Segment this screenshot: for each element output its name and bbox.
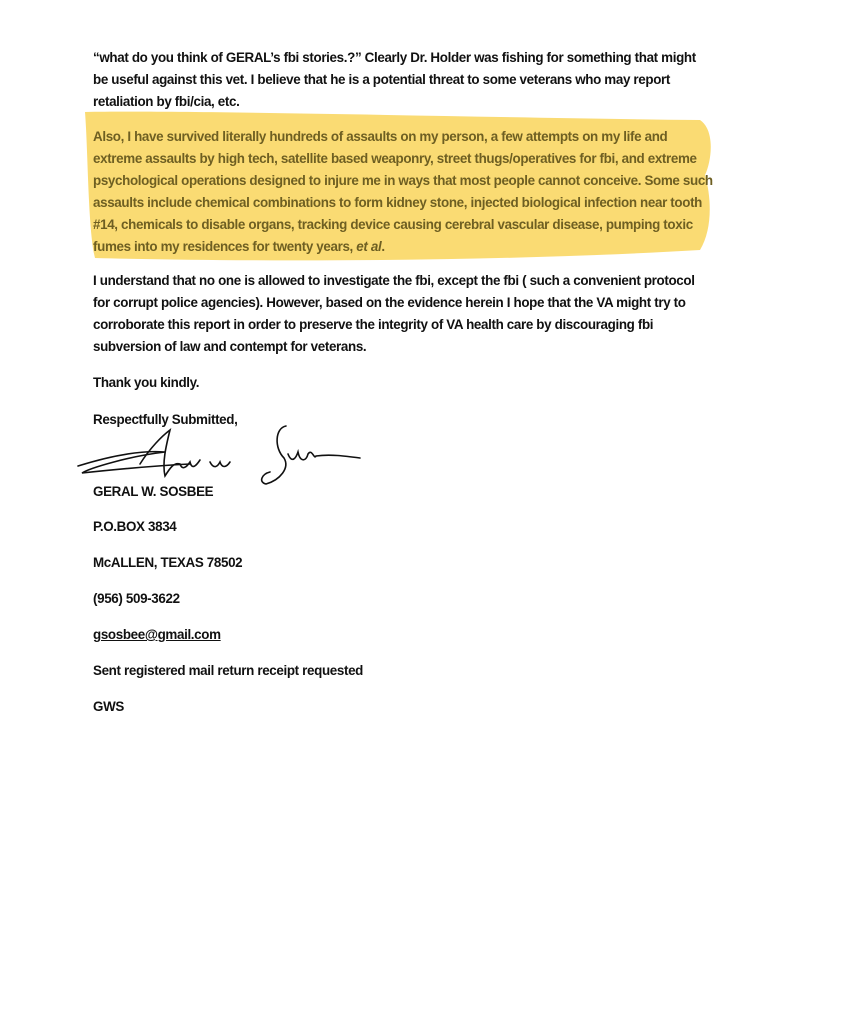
- text-span: .: [381, 239, 385, 254]
- text-line: I understand that no one is allowed to investigate the fbi, except the fbi ( such a convenient protocol: [93, 273, 695, 288]
- email-link[interactable]: gsosbee@gmail.com: [93, 627, 221, 642]
- highlighter-mark: [0, 0, 851, 300]
- text-span: fumes into my residences for twenty years,: [93, 239, 357, 254]
- text-line: assaults include chemical combinations to form kidney stone, injected biological infection near tooth: [93, 195, 703, 210]
- text-line: retaliation by fbi/cia, etc.: [93, 94, 240, 109]
- city-line: McALLEN, TEXAS 78502: [93, 555, 243, 570]
- closing-line: Respectfully Submitted,: [93, 412, 238, 427]
- text-line: “what do you think of GERAL’s fbi stories.?” Clearly Dr. Holder was fishing for something that might: [93, 50, 696, 65]
- text-line: subversion of law and contempt for veterans.: [93, 339, 367, 354]
- italic-et-al: et al: [356, 239, 382, 254]
- text-line: extreme assaults by high tech, satellite based weaponry, street thugs/operatives for fbi, and extreme: [93, 151, 697, 166]
- text-line: #14, chemicals to disable organs, tracking device causing cerebral vascular disease, pumping toxic: [93, 217, 693, 232]
- text-line: [93, 239, 385, 255]
- text-line: corroborate this report in order to preserve the integrity of VA health care by discouraging fbi: [93, 317, 654, 332]
- text-line: Also, I have survived literally hundreds of assaults on my person, a few attempts on my life and: [93, 129, 668, 144]
- text-line: psychological operations designed to injure me in ways that most people cannot conceive. Some such: [93, 173, 713, 188]
- sent-note: Sent registered mail return receipt requested: [93, 663, 364, 678]
- signature: [70, 418, 370, 493]
- phone-line: (956) 509-3622: [93, 591, 180, 606]
- name-line: GERAL W. SOSBEE: [93, 484, 214, 499]
- thanks-line: Thank you kindly.: [93, 375, 200, 390]
- po-box-line: P.O.BOX 3834: [93, 519, 177, 534]
- text-line: be useful against this vet. I believe that he is a potential threat to some veterans who may report: [93, 72, 671, 87]
- text-line: for corrupt police agencies). However, based on the evidence herein I hope that the VA might try to: [93, 295, 686, 310]
- initials: GWS: [93, 699, 124, 714]
